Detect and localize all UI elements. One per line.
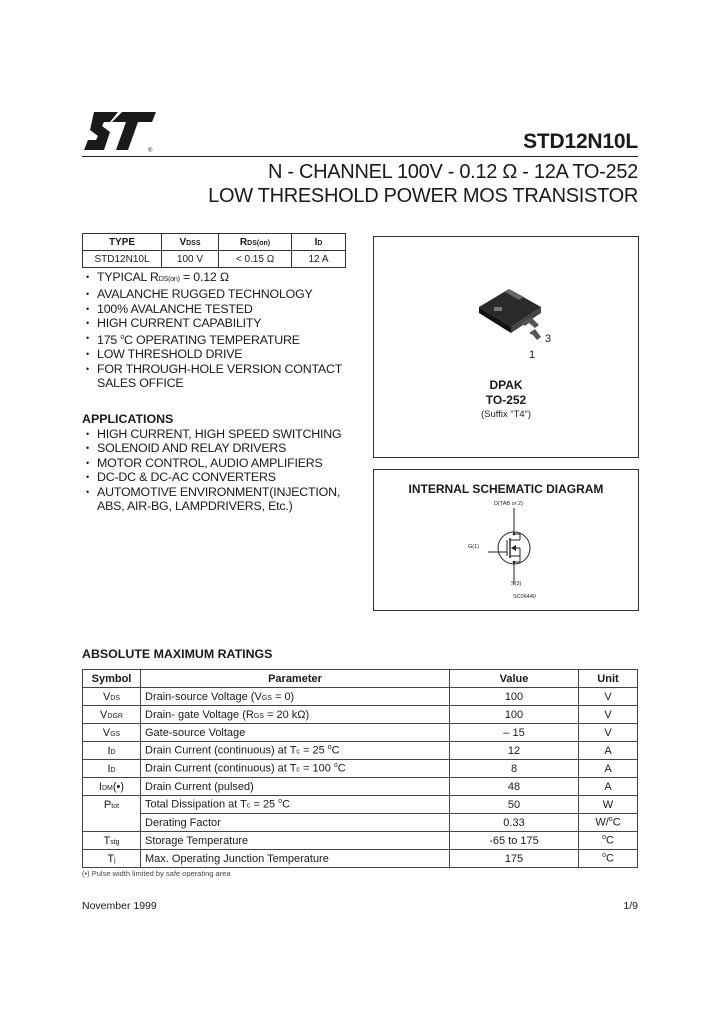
type-cell: STD12N10L: [83, 251, 162, 268]
vdss-cell: 100 V: [162, 251, 219, 268]
list-item: • LOW THRESHOLD DRIVE: [86, 347, 243, 362]
applications-list: [86, 427, 341, 513]
rds-header: RDS(on): [219, 234, 292, 251]
table-row: VDGR Drain- gate Voltage (RGS = 20 kΩ) 100 V: [83, 706, 638, 724]
ratings-table: [82, 669, 638, 868]
schematic-box: [373, 469, 639, 611]
rds-cell: < 0.15 Ω: [219, 251, 292, 268]
package-suffix: (Suffix “T4”): [481, 409, 531, 420]
package-name: DPAK: [489, 378, 523, 392]
st-logo: [82, 108, 162, 156]
type-table: [82, 233, 346, 268]
drain-label: D(TAB or 2): [494, 501, 523, 507]
vdss-header: VDSS: [162, 234, 219, 251]
list-item: • AUTOMOTIVE ENVIRONMENT(INJECTION,: [86, 484, 341, 499]
ratings-footnote: (•) Pulse width limited by safe operating area: [82, 869, 231, 878]
list-item: • AVALANCHE RUGGED TECHNOLOGY: [86, 287, 313, 302]
table-row: Derating Factor 0.33 W/$^o$C: [83, 814, 638, 832]
source-label: S(3): [511, 581, 522, 587]
list-item: • FOR THROUGH-HOLE VERSION CONTACT: [86, 361, 343, 376]
id-cell: 12 A: [292, 251, 346, 268]
gate-label: G(1): [468, 544, 479, 550]
table-row: VGS Gate-source Voltage – 15 V: [83, 724, 638, 742]
list-item: • HIGH CURRENT, HIGH SPEED SWITCHING: [86, 427, 342, 441]
dpak-package-icon: [469, 285, 559, 365]
feature-list: [86, 270, 342, 390]
pin3-label: 3: [545, 333, 552, 345]
schematic-title: INTERNAL SCHEMATIC DIAGRAM: [408, 482, 604, 496]
list-item: • 175 $^o$C OPERATING TEMPERATURE: [86, 332, 300, 347]
table-row: IDM(•) Drain Current (pulsed) 48 A: [83, 778, 638, 796]
table-row: VDS Drain-source Voltage (VGS = 0) 100 V: [83, 688, 638, 706]
list-item-continuation: ABS, AIR-BG, LAMPDRIVERS, Etc.): [97, 499, 293, 514]
header-rule: [82, 156, 638, 157]
applications-title: APPLICATIONS: [82, 412, 174, 426]
page-number: 1/9: [623, 900, 638, 912]
id-header: ID: [292, 234, 346, 251]
list-item: • DC-DC & DC-AC CONVERTERS: [86, 470, 276, 485]
pin1-label: 1: [529, 349, 536, 361]
package-box: [373, 236, 639, 458]
svg-text:®: ®: [148, 148, 153, 154]
footer-date: November 1999: [82, 900, 157, 912]
table-row: Tj Max. Operating Junction Temperature 175 $^o$C: [83, 850, 638, 868]
type-header: TYPE: [83, 234, 162, 251]
table-row: Ptot Total Dissipation at Tc = 25 $^o$C 50 W: [83, 796, 638, 814]
col-value: Value: [450, 670, 579, 688]
subtitle-line2: LOW THRESHOLD POWER MOS TRANSISTOR: [208, 185, 638, 207]
part-number: STD12N10L: [523, 130, 638, 153]
col-unit: Unit: [579, 670, 638, 688]
col-symbol: Symbol: [83, 670, 141, 688]
table-row: ID Drain Current (continuous) at Tc = 25 $^o$C 12 A: [83, 742, 638, 760]
list-item: • 100% AVALANCHE TESTED: [86, 301, 253, 316]
list-item-continuation: SALES OFFICE: [97, 375, 184, 390]
list-item: • SOLENOID AND RELAY DRIVERS: [86, 441, 287, 456]
col-parameter: Parameter: [141, 670, 450, 688]
list-item: • MOTOR CONTROL, AUDIO AMPLIFIERS: [86, 455, 323, 470]
subtitle-line1: N - CHANNEL 100V - 0.12 Ω - 12A TO-252: [267, 161, 638, 183]
table-row: Tstg Storage Temperature -65 to 175 $^o$C: [83, 832, 638, 850]
table-row: ID Drain Current (continuous) at Tc = 100 $^o$C 8 A: [83, 760, 638, 778]
mosfet-symbol-icon: [482, 508, 542, 584]
list-item: • TYPICAL RDS(on) = 0.12 Ω: [86, 270, 229, 284]
ratings-title: ABSOLUTE MAXIMUM RATINGS: [82, 647, 273, 661]
list-item: • HIGH CURRENT CAPABILITY: [86, 316, 262, 331]
schematic-code: SC06440: [513, 594, 536, 600]
package-code: TO-252: [485, 393, 527, 407]
